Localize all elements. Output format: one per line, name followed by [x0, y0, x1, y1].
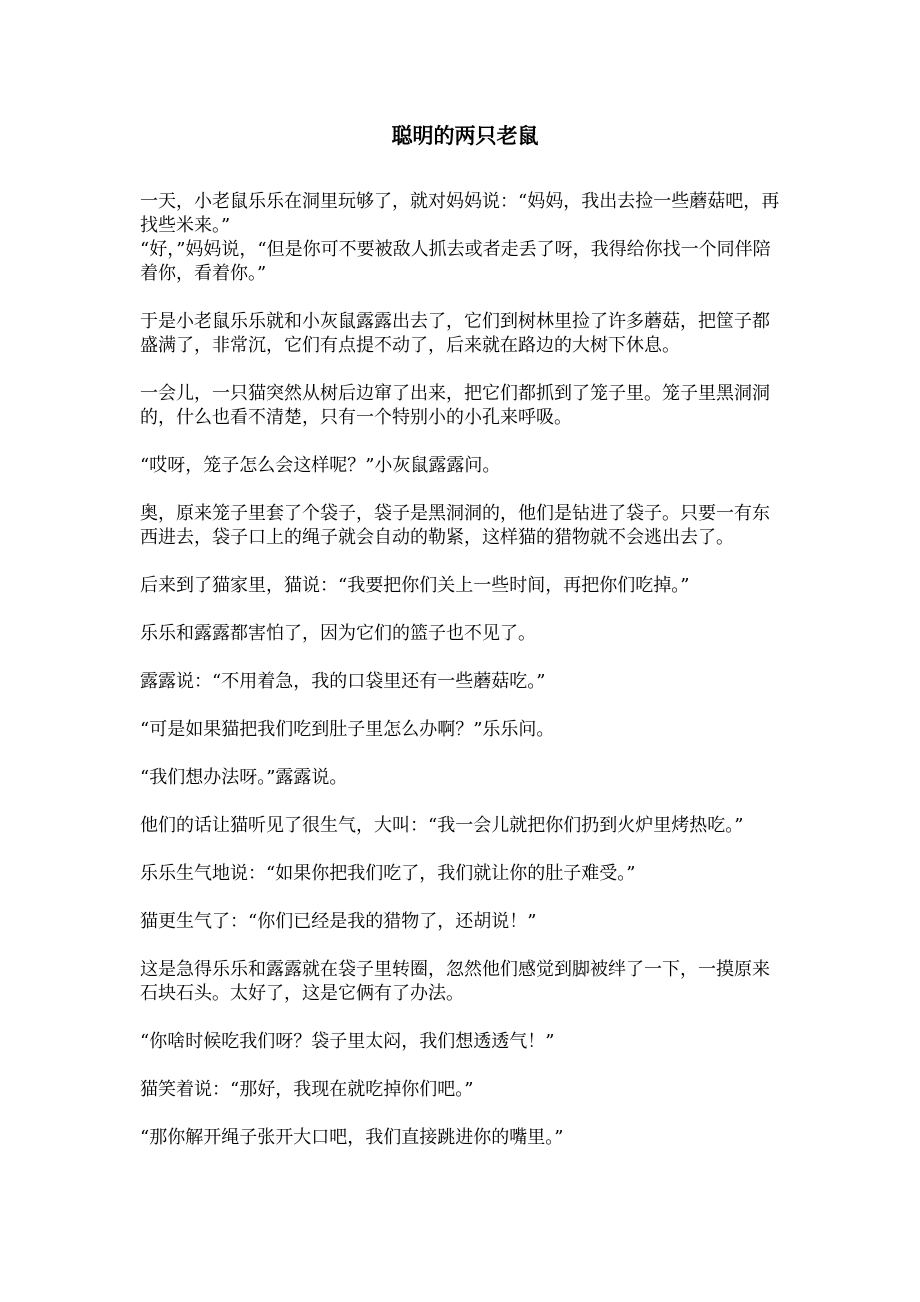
paragraph-block: [140, 574, 782, 598]
paragraph: 乐乐生气地说：“如果你把我们吃了，我们就让你的肚子难受。”: [140, 863, 636, 884]
paragraph-block: [140, 382, 782, 430]
paragraph-block: [140, 310, 782, 358]
document-body: [140, 190, 782, 1150]
document-title: 聪明的两只老鼠: [391, 123, 539, 148]
paragraph: 后来到了猫家里，猫说：“我要把你们关上一些时间，再把你们吃掉。”: [140, 575, 690, 596]
paragraph-block: [140, 670, 782, 694]
paragraph: 露露说：“不用着急，我的口袋里还有一些蘑菇吃。”: [140, 671, 546, 692]
paragraph-block: [140, 1078, 782, 1102]
paragraph: “我们想办法呀。”露露说。: [140, 767, 348, 788]
paragraph: 一会儿，一只猫突然从树后边窜了出来，把它们都抓到了笼子里。笼子里黑洞洞的，什么也看不清楚，只有一个特别小的小孔来呼吸。: [140, 383, 770, 428]
paragraph: 猫笑着说：“那好，我现在就吃掉你们吧。”: [140, 1079, 474, 1100]
paragraph-block: [140, 718, 782, 742]
paragraph: “哎呀，笼子怎么会这样呢？”小灰鼠露露问。: [140, 455, 501, 476]
paragraph-block: [140, 1126, 782, 1150]
paragraph: 这是急得乐乐和露露就在袋子里转圈，忽然他们感觉到脚被绊了一下，一摸原来石块石头。太好了，这是它俩有了办法。: [140, 959, 770, 1004]
paragraph-block: [140, 1030, 782, 1054]
paragraph: 乐乐和露露都害怕了，因为它们的篮子也不见了。: [140, 623, 536, 644]
paragraph-block: [140, 862, 782, 886]
paragraph: “好，”妈妈说，“但是你可不要被敌人抓去或者走丢了呀，我得给你找一个同伴陪着你，看着你。”: [140, 239, 771, 284]
paragraph-block: [140, 190, 782, 286]
paragraph-block: [140, 502, 782, 550]
paragraph: “那你解开绳子张开大口吧，我们直接跳进你的嘴里。”: [140, 1127, 564, 1148]
paragraph-block: [140, 958, 782, 1006]
paragraph: “你啥时候吃我们呀？袋子里太闷，我们想透透气！”: [140, 1031, 555, 1052]
paragraph-block: [140, 454, 782, 478]
paragraph: “可是如果猫把我们吃到肚子里怎么办啊？”乐乐问。: [140, 719, 555, 740]
paragraph-block: [140, 622, 782, 646]
paragraph: 猫更生气了：“你们已经是我的猎物了，还胡说！”: [140, 911, 537, 932]
paragraph-block: [140, 814, 782, 838]
paragraph: 一天，小老鼠乐乐在洞里玩够了，就对妈妈说：“妈妈，我出去捡一些蘑菇吧，再找些米来。”: [140, 191, 780, 236]
paragraph: 奥，原来笼子里套了个袋子，袋子是黑洞洞的，他们是钻进了袋子。只要一有东西进去，袋子口上的绳子就会自动的勒紧，这样猫的猎物就不会逃出去了。: [140, 503, 770, 548]
paragraph: 他们的话让猫听见了很生气，大叫：“我一会儿就把你们扔到火炉里烤热吃。”: [140, 815, 744, 836]
paragraph-block: [140, 910, 782, 934]
paragraph-block: [140, 766, 782, 790]
paragraph: 于是小老鼠乐乐就和小灰鼠露露出去了，它们到树林里捡了许多蘑菇，把筐子都盛满了，非常沉，它们有点提不动了，后来就在路边的大树下休息。: [140, 311, 770, 356]
